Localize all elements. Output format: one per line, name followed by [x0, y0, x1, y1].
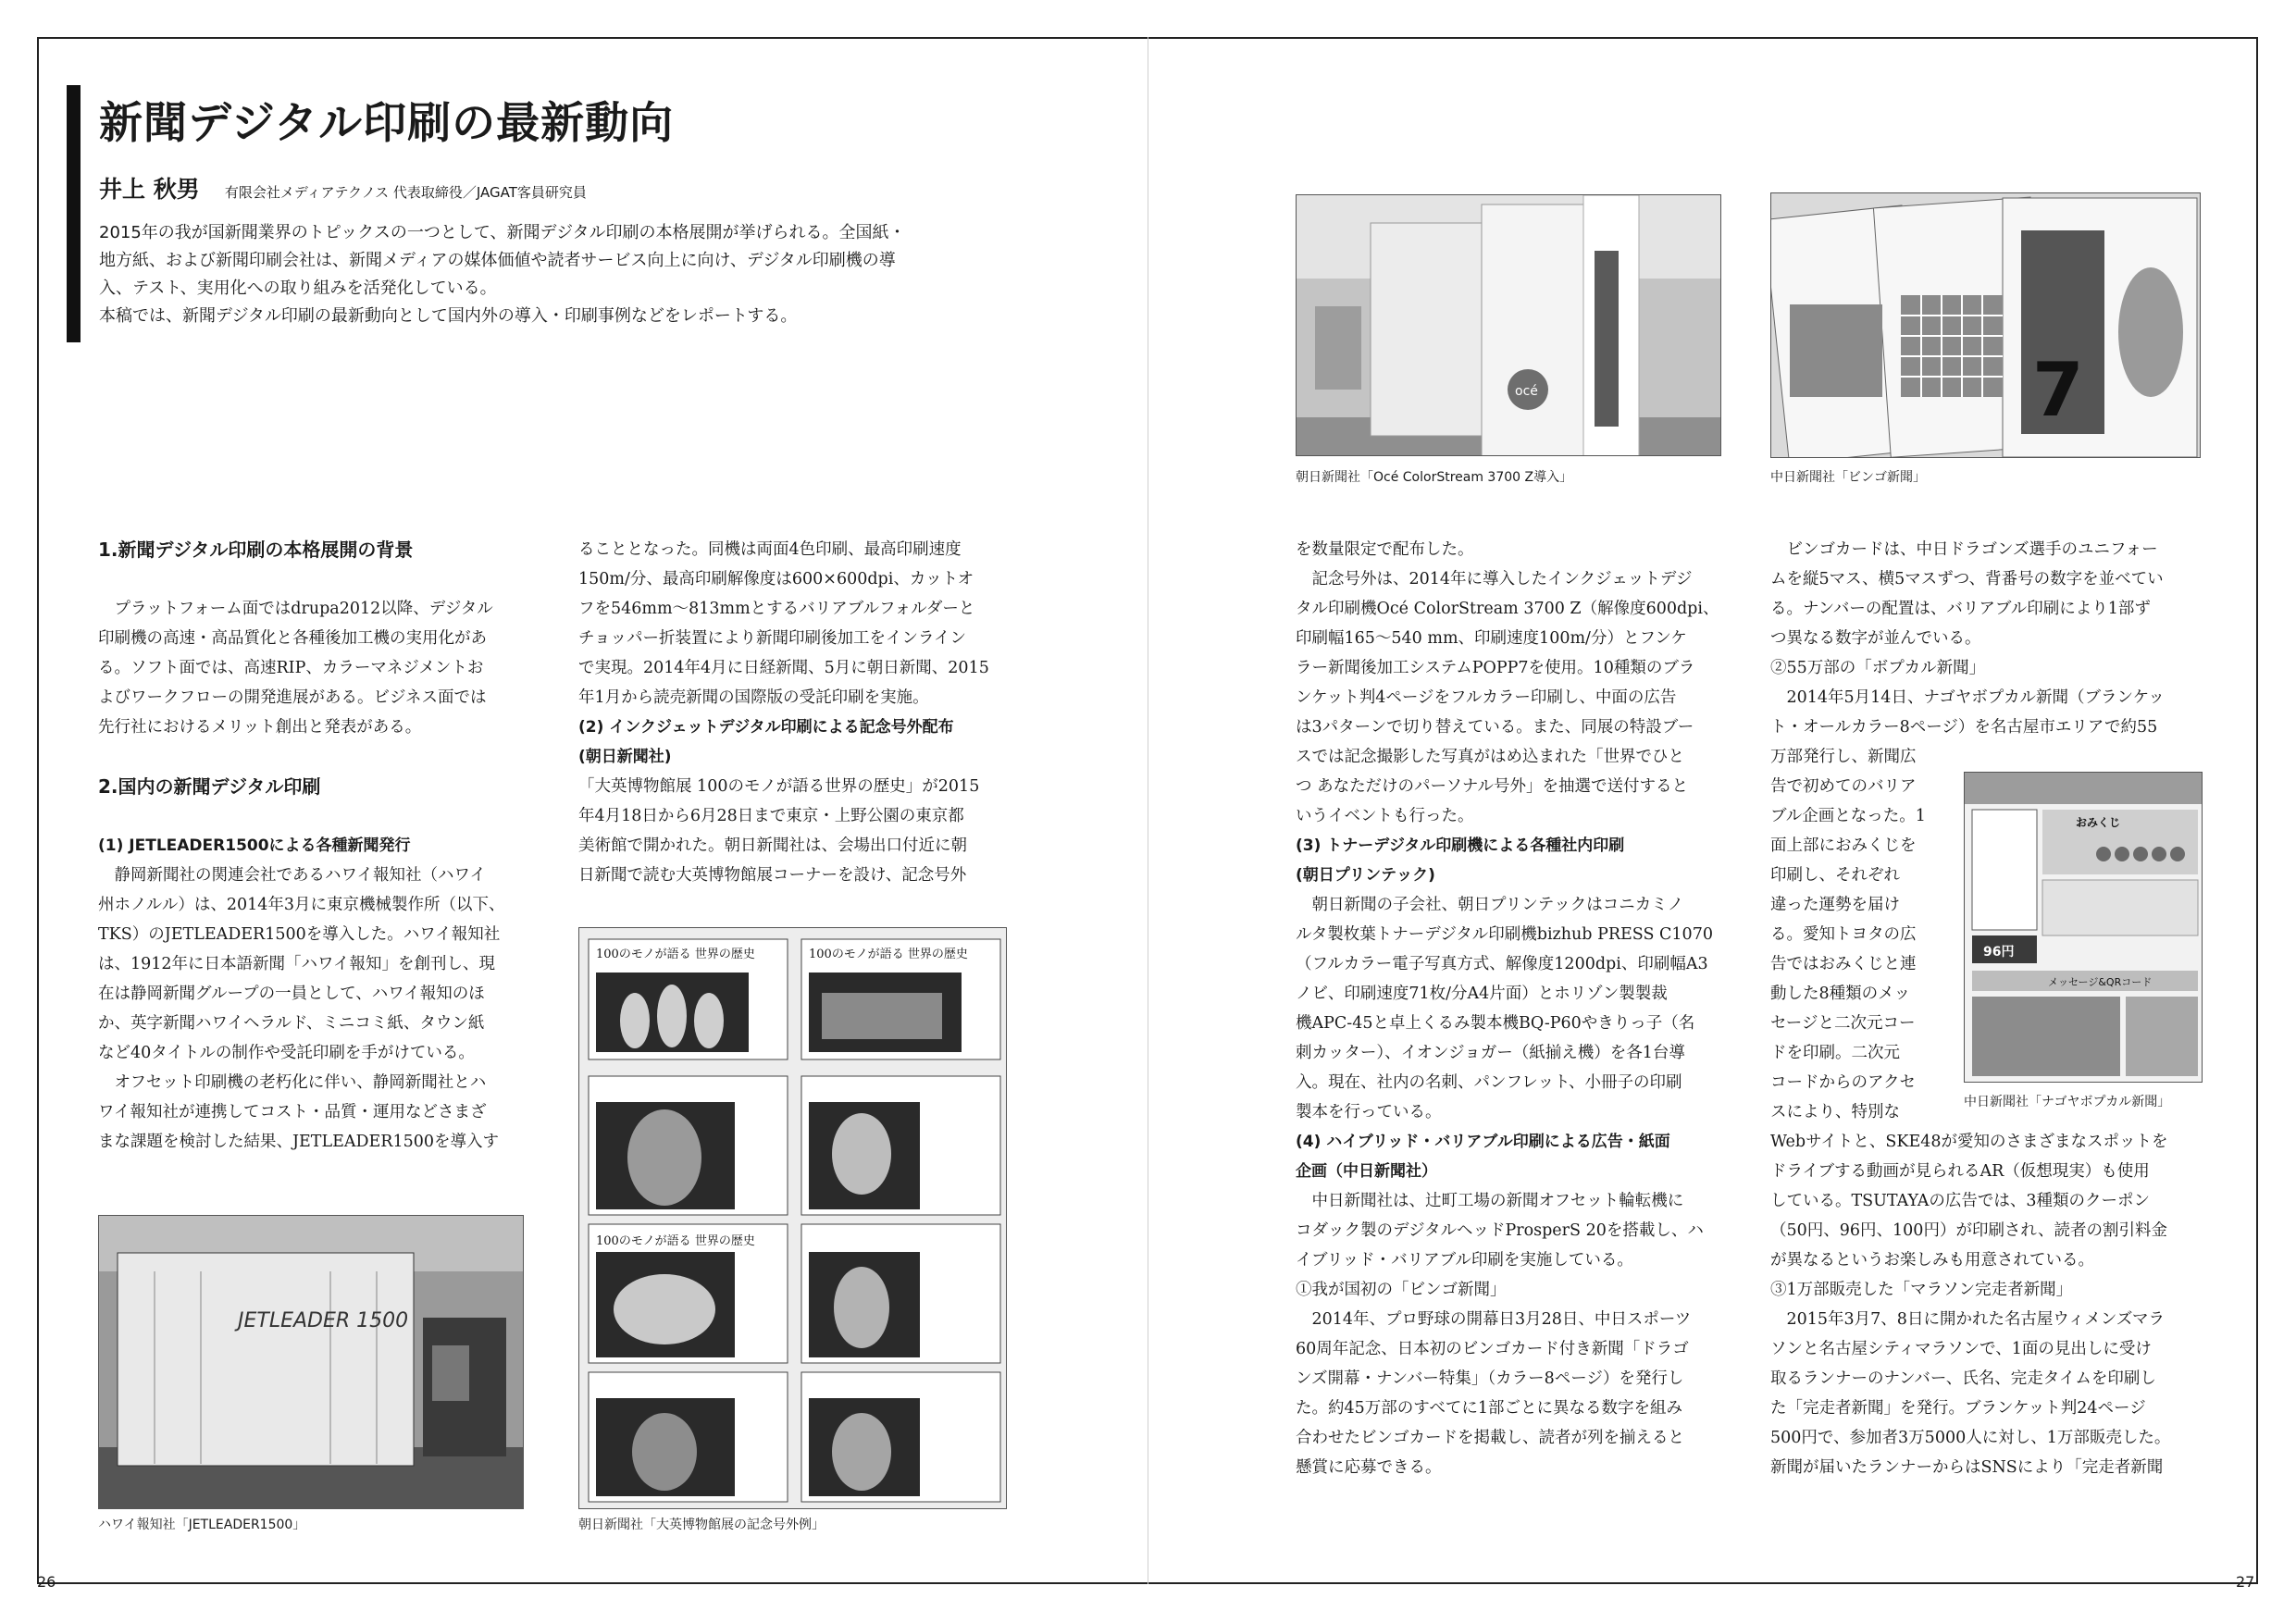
- body-line: 2014年、プロ野球の開幕日3月28日、中日スポーツ: [1311, 1310, 1692, 1329]
- body-line: 刺カッター）、イオンジョガー（紙揃え機）を各1台導: [1296, 1044, 1685, 1062]
- body-line: る。愛知トヨタの広: [1770, 925, 1917, 944]
- body-line: ドを印刷。二次元: [1770, 1044, 1900, 1062]
- body-line: 2014年5月14日、ナゴヤボプカル新聞（ブランケッ: [1786, 688, 2165, 707]
- subsection-heading-cont: 企画（中日新聞社）: [1296, 1162, 1437, 1181]
- body-line: ドライブする動画が見られるAR（仮想現実）も使用: [1770, 1162, 2150, 1181]
- machine-label: JETLEADER 1500: [238, 1309, 409, 1332]
- headline-text: 100のモノが語る 世界の歴史: [596, 948, 755, 961]
- body-line: ノビ、印刷速度71枚/分A4片面）とホリゾン製製裁: [1296, 985, 1668, 1003]
- body-line: プラットフォーム面ではdrupa2012以降、デジタル: [114, 600, 493, 618]
- column-2: [578, 535, 1009, 890]
- subsection-heading: (1) JETLEADER1500による各種新聞発行: [98, 836, 411, 855]
- body-line: （50円、96円、100円）が印刷され、読者の割引料金: [1770, 1221, 2167, 1240]
- body-line: 州ホノルル）は、2014年3月に東京機械製作所（以下、: [98, 896, 505, 914]
- jetleader-caption: ハワイ報知社「JETLEADER1500」: [98, 1518, 306, 1532]
- body-line: （フルカラー電子写真方式、解像度1200dpi、印刷幅A3: [1296, 955, 1708, 973]
- body-line: で実現。2014年4月に日経新聞、5月に朝日新聞、2015: [578, 659, 989, 677]
- jetleader-photo-image: [99, 1216, 524, 1509]
- oce-photo-image: [1297, 195, 1721, 456]
- wrapped-text-block: [1770, 742, 1955, 1127]
- subsection-heading-cont: (朝日新聞社): [578, 748, 672, 766]
- subsection-heading: (4) ハイブリッド・バリアブル印刷による広告・紙面: [1296, 1133, 1670, 1151]
- body-line: 60周年記念、日本初のビンゴカード付き新聞「ドラゴ: [1296, 1340, 1689, 1358]
- jetleader-photo: [98, 1215, 524, 1509]
- body-line: している。TSUTAYAの広告では、3種類のクーポン: [1770, 1192, 2151, 1210]
- subsection-heading-cont: (朝日プリンテック): [1296, 866, 1435, 885]
- body-line: 新聞が届いたランナーからはSNSにより「完走者新聞: [1770, 1458, 2164, 1477]
- body-line: TKS）のJETLEADER1500を導入した。ハワイ報知社: [98, 925, 501, 944]
- article-title: 新聞デジタル印刷の最新動向: [99, 98, 675, 149]
- page-number-right: 27: [2236, 1573, 2255, 1591]
- body-line: 2015年3月7、8日に開かれた名古屋ウィメンズマラ: [1786, 1310, 2166, 1329]
- body-line: 万部発行し、新聞広: [1770, 748, 1917, 766]
- british-museum-photo: [578, 927, 1007, 1509]
- body-line: 美術館で開かれた。朝日新聞社は、会場出口付近に朝: [578, 836, 967, 855]
- message-label: メッセージ&QRコード: [2048, 976, 2153, 988]
- body-line: を数量限定で配布した。: [1296, 540, 1474, 559]
- body-line: ることとなった。同機は両面4色印刷、最高印刷速度: [578, 540, 962, 559]
- body-line: 告で初めてのバリア: [1770, 777, 1917, 796]
- body-line: 年4月18日から6月28日まで東京・上野公園の東京都: [578, 807, 964, 825]
- bingo-photo-image: [1771, 193, 2201, 458]
- popcal-photo-image: [1965, 773, 2203, 1083]
- lead-paragraph: [99, 219, 992, 330]
- price-badge: 96円: [1983, 945, 2015, 960]
- body-line: つ異なる数字が並んでいる。: [1770, 629, 1981, 648]
- body-line: 先行社におけるメリット創出と発表がある。: [98, 718, 422, 737]
- body-line: 150m/分、最高印刷解像度は600×600dpi、カットオ: [578, 570, 974, 588]
- body-line: が異なるというお楽しみも用意されている。: [1770, 1251, 2094, 1270]
- bingo-number: 7: [2032, 347, 2084, 433]
- body-line: オフセット印刷機の老朽化に伴い、静岡新聞社とハ: [114, 1073, 487, 1092]
- body-line: コダック製のデジタルヘッドProsperS 20を搭載し、ハ: [1296, 1221, 1704, 1240]
- item-heading: ②55万部の「ボプカル新聞」: [1770, 659, 1986, 677]
- body-line: 機APC-45と卓上くるみ製本機BQ-P60やきりっ子（名: [1296, 1014, 1695, 1033]
- body-line: など40タイトルの制作や受託印刷を手がけている。: [98, 1044, 475, 1062]
- body-line: 日新聞で読む大英博物館展コーナーを設け、記念号外: [578, 866, 967, 885]
- body-line: 中日新聞社は、辻町工場の新聞オフセット輪転機に: [1311, 1192, 1684, 1210]
- bingo-photo: [1770, 192, 2201, 458]
- body-line: スにより、特別な: [1770, 1103, 1900, 1121]
- body-line: セージと二次元コー: [1770, 1014, 1916, 1033]
- body-line: 500円で、参加者3万5000人に対し、1万部販売した。: [1770, 1429, 2171, 1447]
- headline-text: 100のモノが語る 世界の歴史: [809, 948, 968, 961]
- body-line: ルタ製枚葉トナーデジタル印刷機bizhub PRESS C1070: [1296, 925, 1713, 944]
- body-line: は、1912年に日本語新聞「ハワイ報知」を創刊し、現: [98, 955, 496, 973]
- body-line: 年1月から読売新聞の国際版の受託印刷を実施。: [578, 688, 929, 707]
- oce-caption: 朝日新聞社「Océ ColorStream 3700 Z導入」: [1296, 470, 1573, 485]
- headline-text: 100のモノが語る 世界の歴史: [596, 1234, 755, 1248]
- body-line: 取るランナーのナンバー、氏名、完走タイムを印刷し: [1770, 1369, 2156, 1388]
- body-line: Webサイトと、SKE48が愛知のさまざまなスポットを: [1770, 1133, 2168, 1151]
- body-line: まな課題を検討した結果、JETLEADER1500を導入す: [98, 1133, 500, 1151]
- item-heading: ①我が国初の「ビンゴ新聞」: [1296, 1281, 1507, 1299]
- body-line: よびワークフローの開発進展がある。ビジネス面では: [98, 688, 487, 707]
- body-line: る。ナンバーの配置は、バリアブル印刷により1部ず: [1770, 600, 2151, 618]
- author-affiliation: 有限会社メディアテクノス 代表取締役／JAGAT客員研究員: [224, 184, 587, 201]
- body-line: ト・オールカラー8ページ）を名古屋市エリアで約55: [1770, 718, 2158, 737]
- british-museum-photo-image: [579, 928, 1007, 1509]
- body-line: ンケット判4ページをフルカラー印刷し、中面の広告: [1296, 688, 1677, 707]
- title-accent-bar: [67, 85, 81, 342]
- body-line: ンズ開幕・ナンバー特集」（カラー8ページ）を発行し: [1296, 1369, 1684, 1388]
- subsection-heading: (3) トナーデジタル印刷機による各種社内印刷: [1296, 836, 1625, 855]
- body-line: た「完走者新聞」を発行。ブランケット判24ページ: [1770, 1399, 2146, 1418]
- body-line: 記念号外は、2014年に導入したインクジェットデジ: [1311, 570, 1693, 588]
- author-name: 井上 秋男: [99, 176, 200, 203]
- column-1: [98, 535, 533, 1157]
- author-line: [99, 171, 587, 204]
- body-line: ビンゴカードは、中日ドラゴンズ選手のユニフォー: [1786, 540, 2158, 559]
- column-3: [1296, 535, 1738, 1482]
- lead-line: 2015年の我が国新聞業界のトピックスの一つとして、新聞デジタル印刷の本格展開が挙げられる。全国紙・: [99, 223, 906, 242]
- lead-line: 本稿では、新聞デジタル印刷の最新動向として国内外の導入・印刷事例などをレポートする。: [99, 306, 798, 326]
- section-heading-2: 2.国内の新聞デジタル印刷: [98, 775, 321, 798]
- body-line: ソンと名古屋シティマラソンで、1面の見出しに受け: [1770, 1340, 2152, 1358]
- body-line: た。約45万部のすべてに1部ごとに異なる数字を組み: [1296, 1399, 1683, 1418]
- body-line: ラー新聞後加工システムPOPP7を使用。10種類のブラ: [1296, 659, 1695, 677]
- body-line: 印刷幅165〜540 mm、印刷速度100m/分）とフンケ: [1296, 629, 1687, 648]
- bingo-caption: 中日新聞社「ビンゴ新聞」: [1770, 470, 1926, 485]
- british-museum-caption: 朝日新聞社「大英博物館展の記念号外例」: [578, 1518, 825, 1532]
- popcal-photo: [1964, 772, 2203, 1083]
- body-line: 面上部におみくじを: [1770, 836, 1917, 855]
- body-line: は3パターンで切り替えている。また、同展の特設ブー: [1296, 718, 1694, 737]
- oce-photo: [1296, 194, 1721, 456]
- body-line: いうイベントも行った。: [1296, 807, 1474, 825]
- body-line: 朝日新聞の子会社、朝日プリンテックはコニカミノ: [1311, 896, 1684, 914]
- body-line: つ あなただけのパーソナル号外」を抽選で送付すると: [1296, 777, 1688, 796]
- body-line: 印刷機の高速・高品質化と各種後加工機の実用化があ: [98, 629, 487, 648]
- oce-logo: océ: [1515, 384, 1538, 399]
- lead-line: 入、テスト、実用化への取り組みを活発化している。: [99, 279, 497, 298]
- body-line: 合わせたビンゴカードを掲載し、読者が列を揃えると: [1296, 1429, 1684, 1447]
- section-heading-1: 1.新聞デジタル印刷の本格展開の背景: [98, 539, 414, 561]
- body-line: タル印刷機Océ ColorStream 3700 Z（解像度600dpi、: [1296, 600, 1719, 618]
- omikuji-label: おみくじ: [2076, 816, 2121, 829]
- body-line: か、英字新聞ハワイヘラルド、ミニコミ紙、タウン紙: [98, 1014, 485, 1033]
- body-line: コードからのアクセ: [1770, 1073, 1916, 1092]
- body-line: 印刷し、それぞれ: [1770, 866, 1900, 885]
- body-line: 在は静岡新聞グループの一員として、ハワイ報知のほ: [98, 985, 485, 1003]
- body-line: 違った運勢を届け: [1770, 896, 1900, 914]
- body-line: 静岡新聞社の関連会社であるハワイ報知社（ハワイ: [114, 866, 486, 885]
- body-line: スでは記念撮影した写真がはめ込まれた「世界でひと: [1296, 748, 1684, 766]
- body-line: る。ソフト面では、高速RIP、カラーマネジメントお: [98, 659, 484, 677]
- body-line: 入。現在、社内の名刺、パンフレット、小冊子の印刷: [1296, 1073, 1682, 1092]
- body-line: フを546mm〜813mmとするバリアブルフォルダーと: [578, 600, 975, 618]
- popcal-caption: 中日新聞社「ナゴヤボプカル新聞」: [1964, 1095, 2171, 1109]
- page-number-left: 26: [37, 1573, 56, 1591]
- lead-line: 地方紙、および新聞印刷会社は、新聞メディアの媒体価値や読者サービス向上に向け、デジタル印刷機の導: [99, 251, 896, 270]
- body-line: 製本を行っている。: [1296, 1103, 1442, 1121]
- item-heading: ③1万部販売した「マラソン完走者新聞」: [1770, 1281, 2073, 1299]
- body-line: ブル企画となった。1: [1770, 807, 1926, 825]
- body-line: イブリッド・バリアブル印刷を実施している。: [1296, 1251, 1633, 1270]
- subsection-heading: (2) インクジェットデジタル印刷による記念号外配布: [578, 718, 954, 737]
- body-line: 告ではおみくじと連: [1770, 955, 1917, 973]
- body-line: 「大英博物館展 100のモノが語る世界の歴史」が2015: [578, 777, 980, 796]
- body-line: ワイ報知社が連携してコスト・品質・運用などさまざ: [98, 1103, 487, 1121]
- body-line: 動した8種類のメッ: [1770, 985, 1911, 1003]
- body-line: チョッパー折装置により新聞印刷後加工をインライン: [578, 629, 966, 648]
- body-line: 懸賞に応募できる。: [1296, 1458, 1442, 1477]
- body-line: ムを縦5マス、横5マスずつ、背番号の数字を並べてい: [1770, 570, 2164, 588]
